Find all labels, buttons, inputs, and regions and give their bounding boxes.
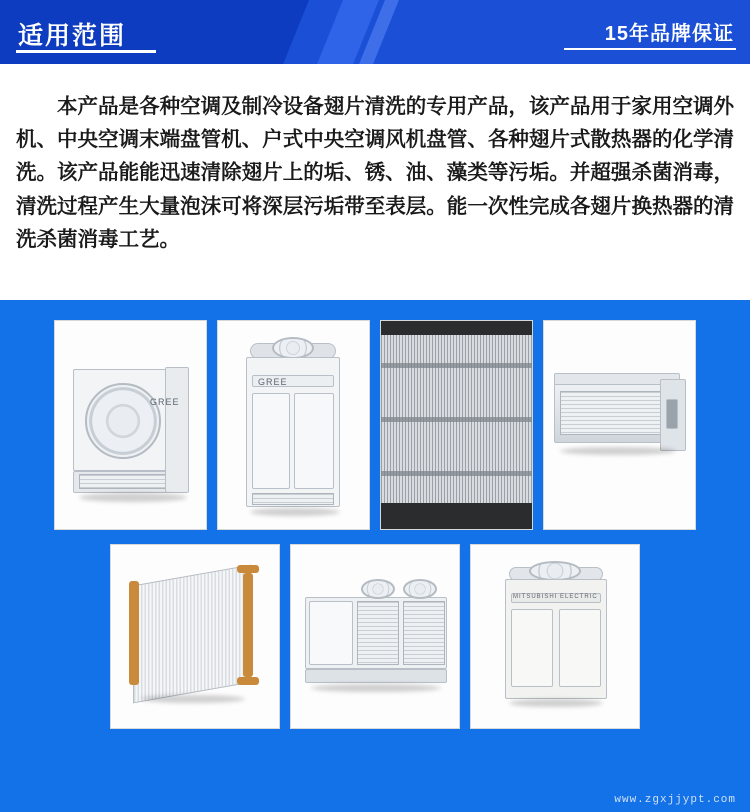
photo-canvas <box>291 545 459 728</box>
section-header <box>0 0 750 64</box>
photo-fin-heat-exchanger-closeup[interactable] <box>380 320 533 530</box>
photo-canvas <box>55 321 206 529</box>
watermark: www.zgxjjypt.com <box>614 794 736 806</box>
photo-ducted-fan-coil-unit[interactable] <box>543 320 696 530</box>
photo-canvas <box>381 321 532 529</box>
gallery-row-2 <box>0 530 750 729</box>
photo-canvas <box>218 321 369 529</box>
image-gallery <box>0 300 750 812</box>
title-underline <box>16 50 156 53</box>
photo-condenser-coil[interactable] <box>110 544 280 729</box>
photo-vertical-ac-outdoor-unit[interactable] <box>217 320 370 530</box>
badge-underline <box>564 48 736 50</box>
photo-canvas <box>544 321 695 529</box>
brand-label: GREE <box>150 397 180 407</box>
photo-industrial-chiller[interactable] <box>290 544 460 729</box>
page-title: 适用范围 <box>18 22 127 50</box>
brand-label: GREE <box>258 377 288 387</box>
gallery-row-1 <box>0 300 750 530</box>
brand-label: MITSUBISHI ELECTRIC <box>513 594 598 600</box>
photo-canvas <box>111 545 279 728</box>
status-badge: 15年品牌保证 <box>604 23 734 45</box>
photo-canvas <box>471 545 639 728</box>
photo-modular-outdoor-unit[interactable] <box>470 544 640 729</box>
description-text: 本产品是各种空调及制冷设备翅片清洗的专用产品，该产品用于家用空调外机、中央空调末端盘管机、户式中央空调风机盘管、各种翅片式散热器的化学清洗。该产品能能迅速清除翅片上的垢、锈、油、藻类等污垢。并超强杀菌消毒，清洗过程产生大量泡沫可将深层污垢带至表层。能一次性完成各翅片换热器的清洗杀菌消毒工艺。 <box>16 95 734 251</box>
photo-split-ac-outdoor-unit[interactable] <box>54 320 207 530</box>
